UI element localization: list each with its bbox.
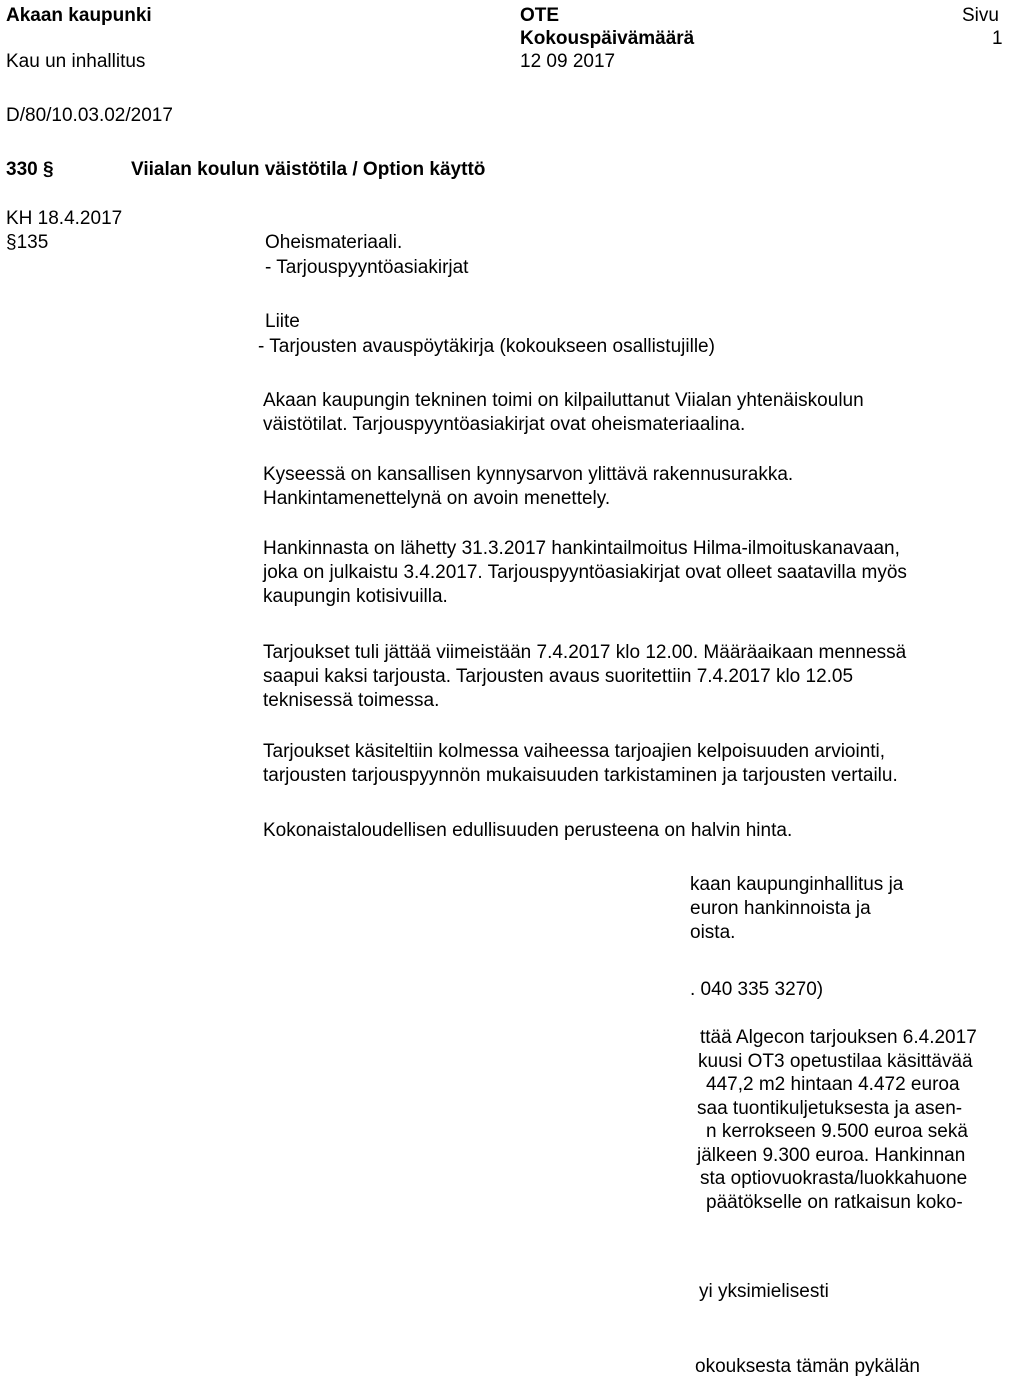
previous-meeting: KH 18.4.2017 <box>6 208 123 229</box>
paragraph <box>263 819 792 843</box>
text-line: päätökselle on ratkaisun koko- <box>706 1191 963 1213</box>
text-line: Tarjoukset tuli jättää viimeistään 7.4.2017 klo 12.00. Määräaikaan mennessä <box>263 642 907 663</box>
decision-fragment: yi yksimielisesti <box>699 1281 829 1302</box>
page-label: Sivu <box>962 5 999 26</box>
org-name: Akaan kaupunki <box>6 5 152 26</box>
paragraph <box>263 537 907 609</box>
text-line: kuusi OT3 opetustilaa käsittävää <box>698 1050 973 1072</box>
text-line: Hankintamenettelynä on avoin menettely. <box>263 488 611 509</box>
appendix-heading: Liite <box>265 311 300 332</box>
text-line: kaupungin kotisivuilla. <box>263 586 448 607</box>
doc-type: OTE <box>520 5 560 26</box>
text-line: euron hankinnoista ja <box>690 898 871 919</box>
diary-number: D/80/10.03.02/2017 <box>6 105 173 126</box>
text-line: n kerrokseen 9.500 euroa sekä <box>706 1121 968 1142</box>
authority-fragment <box>690 873 903 945</box>
text-line: kaan kaupunginhallitus ja <box>690 874 904 895</box>
text-line: Tarjoukset käsiteltiin kolmessa vaiheessa tarjoajien kelpoisuuden arviointi, <box>263 741 886 762</box>
text-line: ttää Algecon tarjouksen 6.4.2017 <box>700 1027 977 1048</box>
paragraph <box>263 463 793 511</box>
section-title: Viialan koulun väistötila / Option käyttö <box>131 159 486 180</box>
text-line: saa tuontikuljetuksesta ja asen- <box>697 1097 963 1119</box>
paragraph <box>263 740 898 788</box>
text-line: saapui kaksi tarjousta. Tarjousten avaus suoritettiin 7.4.2017 klo 12.05 <box>263 666 854 687</box>
text-line: jälkeen 9.300 euroa. Hankinnan <box>697 1144 966 1166</box>
page-number: 1 <box>992 28 1003 49</box>
paragraph <box>263 641 906 713</box>
paragraph <box>263 389 864 437</box>
phone-fragment: . 040 335 3270) <box>690 979 824 1000</box>
governing-body: Kau un inhallitus <box>6 51 146 72</box>
text-line: joka on julkaistu 3.4.2017. Tarjouspyyntöasiakirjat ovat olleet saatavilla myös <box>263 562 907 583</box>
text-line: Kyseessä on kansallisen kynnysarvon ylittävä rakennusurakka. <box>263 464 794 485</box>
text-line: oista. <box>690 922 736 943</box>
text-line: teknisessä toimessa. <box>263 690 440 711</box>
meeting-date-label: Kokouspäivämäärä <box>520 28 695 49</box>
text-line: väistötilat. Tarjouspyyntöasiakirjat ovat oheismateriaalina. <box>263 414 746 435</box>
section-number: 330 § <box>6 159 54 180</box>
minutes-fragment: okouksesta tämän pykälän <box>695 1356 920 1377</box>
text-line: sta optiovuokrasta/luokkahuone <box>700 1168 968 1189</box>
text-line: tarjousten tarjouspyynnön mukaisuuden tarkistaminen ja tarjousten vertailu. <box>263 765 898 786</box>
meeting-date: 12 09 2017 <box>520 51 616 72</box>
text-line: Kokonaistaloudellisen edullisuuden perusteena on halvin hinta. <box>263 820 793 841</box>
text-line: Akaan kaupungin tekninen toimi on kilpailuttanut Viialan yhtenäiskoulun <box>263 390 864 411</box>
appendix-item: - Tarjousten avauspöytäkirja (kokoukseen osallistujille) <box>258 336 715 357</box>
supplementary-item: - Tarjouspyyntöasiakirjat <box>265 257 469 278</box>
proposal-fragment <box>690 1026 977 1214</box>
text-line: Hankinnasta on lähetty 31.3.2017 hankintailmoitus Hilma-ilmoituskanavaan, <box>263 538 900 559</box>
text-line: 447,2 m2 hintaan 4.472 euroa <box>706 1074 960 1095</box>
supplementary-heading: Oheismateriaali. <box>265 232 403 253</box>
previous-section: §135 <box>6 232 49 253</box>
